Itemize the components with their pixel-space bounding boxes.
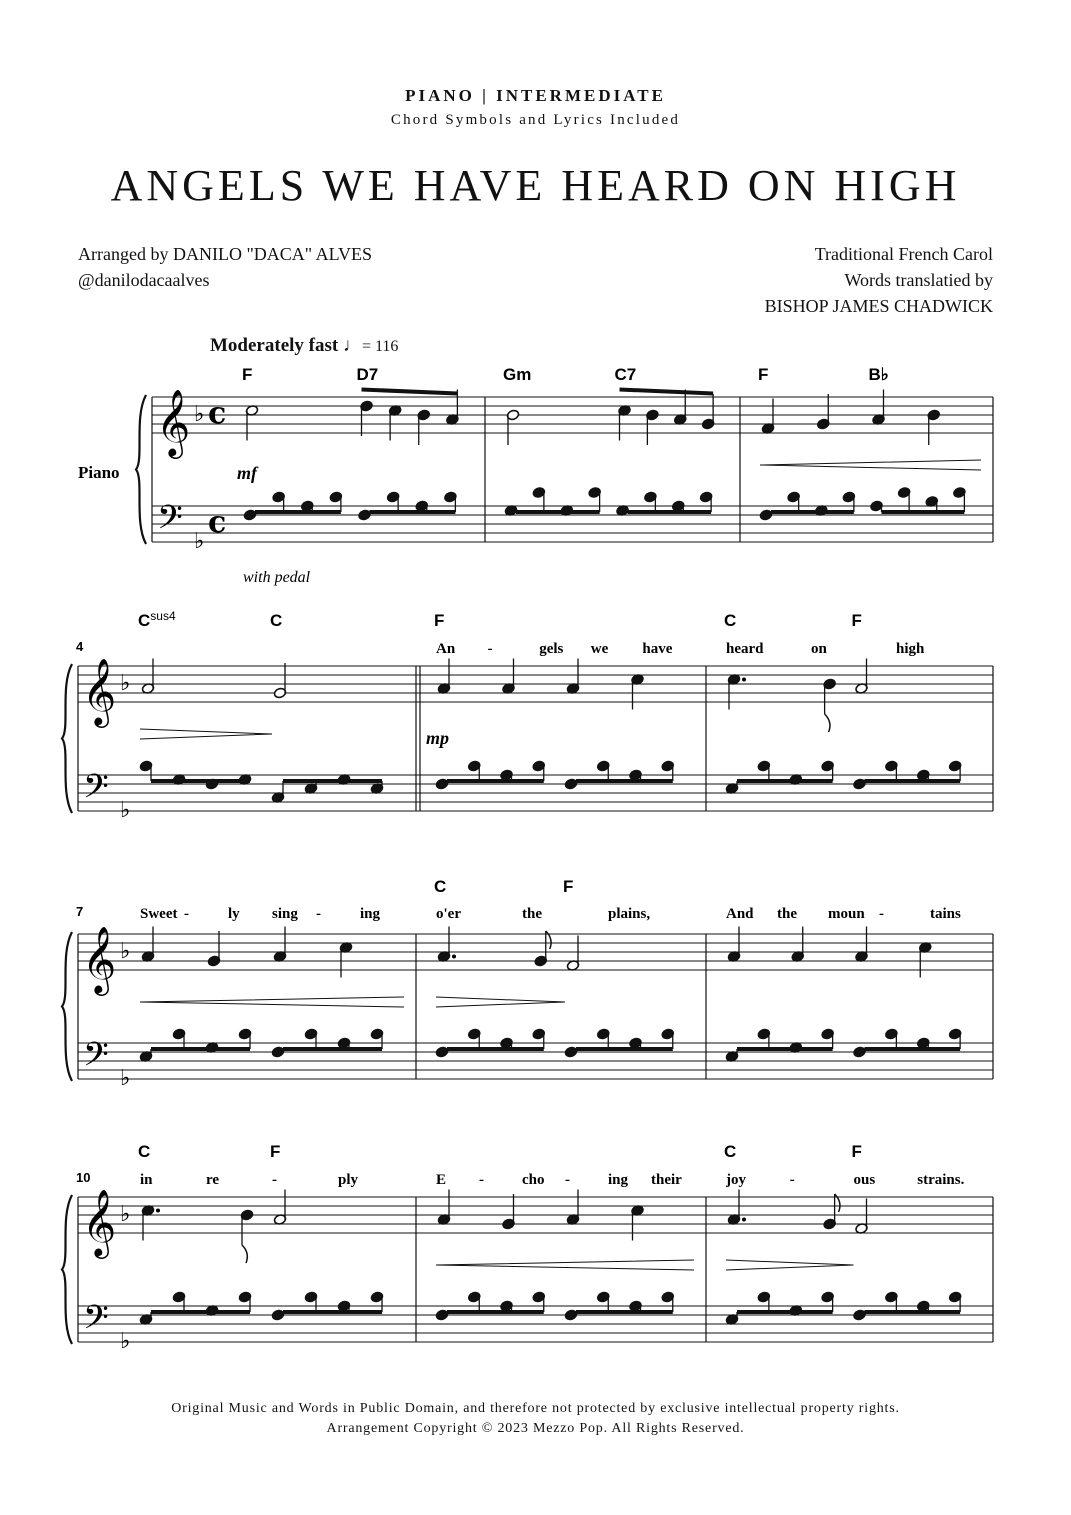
lyric-syllable: we — [590, 641, 609, 657]
treble-clef-icon: 𝄞 — [82, 925, 117, 993]
chord-symbol: F — [270, 1142, 281, 1161]
crescendo-hairpin — [436, 1260, 694, 1270]
lyric-hyphen: - — [565, 1172, 570, 1188]
lyric-syllable: re — [206, 1172, 220, 1188]
chord-symbol: C — [138, 1142, 151, 1161]
lyric-syllable: their — [651, 1172, 682, 1188]
note-flag — [825, 714, 830, 732]
lyric-syllable: ing — [608, 1172, 629, 1188]
copyright-footer — [0, 1399, 1071, 1439]
subtitle: Chord Symbols and Lyrics Included — [390, 112, 681, 128]
note-beam — [362, 390, 458, 394]
dynamic-mf: mf — [237, 463, 257, 483]
flat-key-signature-icon: ♭ — [120, 798, 131, 823]
measure-number: 4 — [76, 639, 84, 654]
flat-key-signature-icon: ♭ — [120, 1066, 131, 1091]
lyric-syllable: Sweet — [140, 906, 178, 922]
instrument-name: Piano — [78, 463, 120, 482]
chord-symbol: F — [851, 611, 862, 630]
chord-symbol: C7 — [614, 365, 637, 384]
lyric-syllable: ply — [338, 1172, 359, 1188]
lyric-hyphen: - — [879, 906, 884, 922]
lyric-syllable: heard — [726, 641, 764, 657]
bass-clef-icon: 𝄢 — [83, 1299, 109, 1345]
note-beam — [620, 390, 714, 394]
dot-icon — [156, 1209, 160, 1213]
chord-symbol: F — [242, 365, 253, 384]
lyric-syllable: on — [811, 641, 827, 657]
lyric-syllable: in — [140, 1172, 153, 1188]
grand-staff-brace — [62, 932, 72, 1081]
lyric-syllable: tains — [930, 906, 961, 922]
treble-clef-icon: 𝄞 — [82, 1188, 117, 1256]
lyric-syllable: E — [436, 1172, 447, 1188]
flat-key-signature-icon: ♭ — [194, 529, 205, 554]
flat-key-signature-icon: ♭ — [120, 1329, 131, 1354]
lyric-hyphen: - — [789, 1172, 795, 1188]
chord-symbol: F — [434, 611, 445, 630]
crescendo-hairpin — [760, 460, 981, 470]
crescendo-hairpin — [140, 997, 404, 1007]
tempo-text: Moderately fast — [210, 335, 339, 356]
lyric-hyphen: - — [184, 906, 189, 922]
diminuendo-hairpin — [140, 729, 272, 739]
chord-symbol: Gm — [503, 365, 532, 384]
bass-clef-icon: 𝄢 — [157, 499, 183, 545]
dot-icon — [742, 1218, 746, 1222]
chord-symbol: D7 — [356, 365, 379, 384]
lyric-syllable: plains, — [608, 906, 651, 922]
tempo-bpm: = 116 — [361, 338, 399, 355]
lyric-syllable: cho — [522, 1172, 545, 1188]
lyric-hyphen: - — [272, 1172, 277, 1188]
chord-symbol: C — [270, 611, 283, 630]
lyric-syllable: strains. — [917, 1172, 965, 1188]
pedal-marking: with pedal — [243, 569, 311, 586]
lyric-syllable: joy — [726, 1172, 746, 1188]
lyric-syllable: gels — [539, 641, 564, 657]
dynamic-mp: mp — [426, 728, 450, 748]
dot-icon — [742, 678, 746, 682]
chord-symbol: C — [434, 877, 447, 896]
diminuendo-hairpin — [436, 997, 565, 1007]
quarter-note-icon: ♩ — [342, 335, 362, 356]
common-time-icon: c — [208, 505, 227, 540]
lyric-syllable: have — [642, 641, 673, 657]
lyric-syllable: sing — [272, 906, 298, 922]
lyric-hyphen: - — [316, 906, 321, 922]
lyric-syllable: moun — [828, 906, 865, 922]
origin-credit: Traditional French Carol — [814, 244, 993, 264]
flat-key-signature-icon: ♭ — [120, 1202, 131, 1227]
grand-staff-brace — [62, 664, 72, 813]
dot-icon — [452, 955, 456, 959]
bass-clef-icon: 𝄢 — [83, 1036, 109, 1082]
lyric-syllable: ly — [228, 906, 240, 922]
lyric-syllable: the — [777, 906, 797, 922]
difficulty-level: PIANO | INTERMEDIATE — [405, 86, 666, 105]
chord-symbol: B♭ — [868, 365, 889, 384]
treble-clef-icon: 𝄞 — [156, 388, 191, 456]
note-flag — [242, 1245, 247, 1263]
chord-symbol: C — [724, 611, 737, 630]
flat-key-signature-icon: ♭ — [194, 402, 205, 427]
lyric-syllable: the — [522, 906, 542, 922]
chord-symbol: F — [563, 877, 574, 896]
song-title: ANGELS WE HAVE HEARD ON HIGH — [110, 161, 961, 210]
treble-clef-icon: 𝄞 — [82, 657, 117, 725]
lyric-syllable: ing — [360, 906, 381, 922]
translator-name: BISHOP JAMES CHADWICK — [764, 296, 993, 316]
lyric-hyphen: - — [487, 641, 493, 657]
measure-number: 7 — [76, 904, 84, 919]
measure-number: 10 — [76, 1170, 91, 1185]
lyric-syllable: And — [726, 906, 754, 922]
lyric-hyphen: - — [479, 1172, 484, 1188]
chord-symbol: F — [851, 1142, 862, 1161]
lyric-syllable: An — [436, 641, 456, 657]
grand-staff-brace — [136, 395, 146, 544]
flat-key-signature-icon: ♭ — [120, 939, 131, 964]
lyric-syllable: ous — [853, 1172, 876, 1188]
flat-key-signature-icon: ♭ — [120, 671, 131, 696]
lyric-syllable: o'er — [436, 906, 461, 922]
grand-staff-brace — [62, 1195, 72, 1344]
diminuendo-hairpin — [726, 1260, 854, 1270]
translation-credit: Words translatied by — [844, 270, 993, 290]
bass-clef-icon: 𝄢 — [83, 768, 109, 814]
arranger-handle: @danilodacaalves — [78, 270, 210, 290]
chord-symbol: C — [724, 1142, 737, 1161]
arranger-credit: Arranged by DANILO "DACA" ALVES — [78, 244, 373, 264]
chord-symbol: $C^{sus4}$ — [138, 609, 176, 630]
public-domain-notice: Original Music and Words in Public Domain, and therefore not protected by exclusive intellectual property rights. — [171, 1401, 900, 1416]
chord-symbol: F — [758, 365, 769, 384]
arrangement-copyright: Arrangement Copyright © 2023 Mezzo Pop. All Rights Reserved. — [326, 1421, 745, 1436]
common-time-icon: c — [208, 396, 227, 431]
lyric-syllable: high — [896, 641, 925, 657]
